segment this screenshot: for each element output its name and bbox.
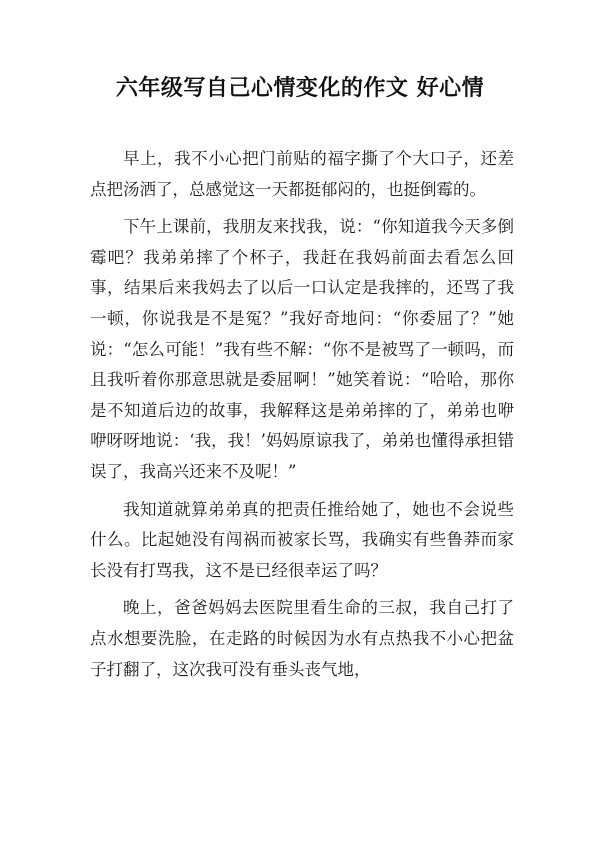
paragraph: 早上，我不小心把门前贴的福字撕了个大口子，还差点把汤洒了，总感觉这一天都挺郁闷的，也挺倒霉的。 — [90, 149, 514, 199]
paragraph: 我知道就算弟弟真的把责任推给她了，她也不会说些什么。比起她没有闯祸而被家长骂，我确实有些鲁莽而家长没有打骂我，这不是已经很幸运了吗？ — [90, 499, 514, 580]
paragraph: 下午上课前，我朋友来找我，说：“你知道我今天多倒霉吧？我弟弟摔了个杯子，我赶在我妈前面去看怎么回事，结果后来我妈去了以后一口认定是我摔的，还骂了我一顿，你说我是不是冤？”我好奇地问：“你委屈了？”她说：“怎么可能！”我有些不解：“你不是被骂了一顿吗，而且我听着你那意思就是委屈啊！”她笑着说：“哈哈，那你是不知道后边的故事，我解释这是弟弟摔的了，弟弟也咿咿呀呀地说：‘我，我！’妈妈原谅我了，弟弟也懂得承担错误了，我高兴还来不及呢！” — [90, 217, 514, 481]
paragraph: 晚上，爸爸妈妈去医院里看生命的三叔，我自己打了点水想要洗脸，在走路的时候因为水有点热我不小心把盆子打翻了，这次我可没有垂头丧气地， — [90, 598, 514, 679]
page-title: 六年级写自己心情变化的作文 好心情 — [115, 76, 485, 101]
essay-body — [90, 144, 514, 692]
